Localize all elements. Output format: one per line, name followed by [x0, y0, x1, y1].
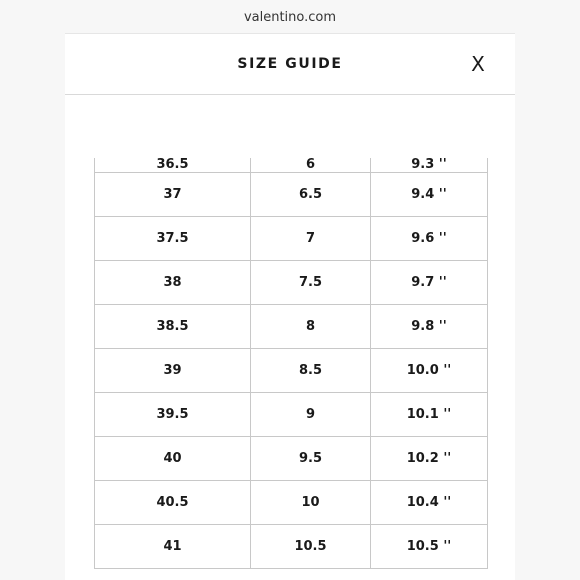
size-guide-modal: [65, 33, 515, 580]
eu-size-cell: 37.5: [95, 217, 251, 261]
url-text: valentino.com: [243, 9, 337, 25]
size-table-scroll-area[interactable]: [94, 158, 487, 569]
table-row: [95, 158, 488, 173]
foot-length-cell: 10.0 '': [371, 349, 488, 393]
table-row: [95, 173, 488, 217]
foot-length-cell: 10.1 '': [371, 393, 488, 437]
table-row: [95, 217, 488, 261]
table-row: [95, 481, 488, 525]
foot-length-cell: 10.5 '': [371, 525, 488, 569]
eu-size-cell: 40: [95, 437, 251, 481]
table-row: [95, 349, 488, 393]
close-button[interactable]: X: [471, 52, 485, 76]
foot-length-cell: 9.3 '': [371, 158, 488, 173]
us-size-cell: 8.5: [251, 349, 371, 393]
eu-size-cell: 36.5: [95, 158, 251, 173]
foot-length-cell: 9.6 '': [371, 217, 488, 261]
us-size-cell: 7: [251, 217, 371, 261]
foot-length-cell: 10.2 '': [371, 437, 488, 481]
eu-size-cell: 38.5: [95, 305, 251, 349]
us-size-cell: 6.5: [251, 173, 371, 217]
foot-length-cell: 10.4 '': [371, 481, 488, 525]
eu-size-cell: 38: [95, 261, 251, 305]
eu-size-cell: 39.5: [95, 393, 251, 437]
us-size-cell: 8: [251, 305, 371, 349]
us-size-cell: 6: [251, 158, 371, 173]
eu-size-cell: 41: [95, 525, 251, 569]
us-size-cell: 10: [251, 481, 371, 525]
eu-size-cell: 40.5: [95, 481, 251, 525]
modal-header: [65, 34, 515, 95]
foot-length-cell: 9.7 '': [371, 261, 488, 305]
table-row: [95, 261, 488, 305]
eu-size-cell: 39: [95, 349, 251, 393]
table-row: [95, 393, 488, 437]
us-size-cell: 10.5: [251, 525, 371, 569]
table-row: [95, 437, 488, 481]
table-row: [95, 305, 488, 349]
foot-length-cell: 9.8 '': [371, 305, 488, 349]
us-size-cell: 7.5: [251, 261, 371, 305]
address-bar[interactable]: [0, 0, 580, 34]
eu-size-cell: 37: [95, 173, 251, 217]
foot-length-cell: 9.4 '': [371, 173, 488, 217]
size-table: [94, 158, 488, 569]
us-size-cell: 9: [251, 393, 371, 437]
modal-title: SIZE GUIDE: [237, 56, 343, 72]
us-size-cell: 9.5: [251, 437, 371, 481]
table-row: [95, 525, 488, 569]
